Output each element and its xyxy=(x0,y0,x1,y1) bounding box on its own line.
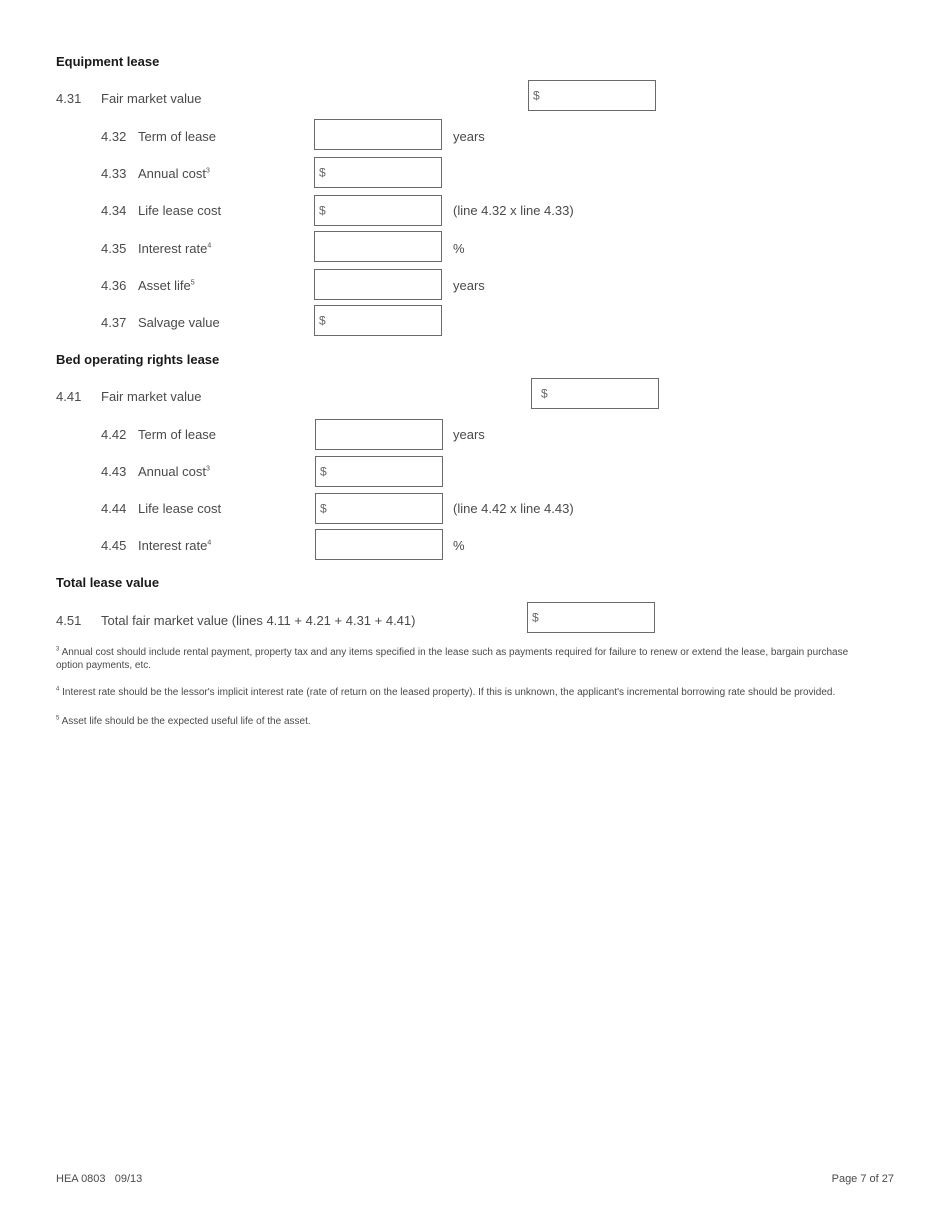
text-input[interactable] xyxy=(320,534,438,555)
section-heading-equipment-lease: Equipment lease xyxy=(56,54,160,69)
footnote-5: $^5$ Asset life should be the expected useful life of the asset. xyxy=(56,715,311,727)
unit-note: years xyxy=(453,427,485,442)
text-input[interactable] xyxy=(329,200,437,221)
asset-life-input-436[interactable] xyxy=(314,269,442,300)
line-label: Life lease cost xyxy=(138,501,222,516)
salvage-value-input-437[interactable] xyxy=(314,305,442,336)
dollar-sign: $ xyxy=(319,312,326,327)
page-number: Page 7 of 27 xyxy=(831,1173,894,1185)
line-label: Asset life$^5$ xyxy=(138,278,195,293)
line-number: 4.36 xyxy=(101,278,127,293)
text-input[interactable] xyxy=(319,236,437,257)
footnote-3: $^3$ Annual cost should include rental payment, property tax and any items specified in the lease such as payments required for failure to renew or extend the lease, bargain purchase option payments, etc. xyxy=(56,646,849,671)
interest-rate-input-435[interactable] xyxy=(314,231,442,262)
line-number: 4.44 xyxy=(101,501,127,516)
unit-note: years xyxy=(453,129,485,144)
line-number: 4.42 xyxy=(101,427,127,442)
text-input[interactable] xyxy=(319,274,437,295)
life-lease-cost-input-434[interactable] xyxy=(314,195,442,226)
line-number: 4.31 xyxy=(56,91,82,106)
footnote-ref: 4 xyxy=(207,242,212,250)
dollar-sign: $ xyxy=(533,87,540,102)
dollar-sign: $ xyxy=(319,202,326,217)
footnote-ref: 3 xyxy=(205,465,210,473)
text-input[interactable] xyxy=(542,607,650,628)
line-label: Annual cost$^3$ xyxy=(138,464,210,479)
line-label: Interest rate$^4$ xyxy=(138,538,212,553)
dollar-sign: $ xyxy=(320,500,327,515)
line-label: Annual cost$^3$ xyxy=(138,166,210,181)
line-label: Fair market value xyxy=(101,389,202,404)
formula-note: (line 4.42 x line 4.43) xyxy=(453,501,574,516)
line-label: Term of lease xyxy=(138,129,217,144)
line-number: 4.35 xyxy=(101,241,127,256)
unit-note: % xyxy=(453,538,465,553)
footnote-marker: 4 xyxy=(56,686,60,693)
formula-note: (line 4.32 x line 4.33) xyxy=(453,203,574,218)
line-number: 4.51 xyxy=(56,613,82,628)
section-heading-total-lease-value: Total lease value xyxy=(56,575,160,590)
line-number: 4.32 xyxy=(101,129,127,144)
fair-market-value-input-441[interactable] xyxy=(531,378,659,409)
footnote-4: $^4$ Interest rate should be the lessor's implicit interest rate (rate of return on the leased property). If this is unknown, the applicant's incremental borrowing rate should be provided. xyxy=(56,686,836,698)
line-label: Salvage value xyxy=(138,315,220,330)
text-input[interactable] xyxy=(319,124,437,145)
text-input[interactable] xyxy=(320,424,438,445)
footnote-marker: 3 xyxy=(56,646,60,653)
annual-cost-input-433[interactable] xyxy=(314,157,442,188)
term-of-lease-input-442[interactable] xyxy=(315,419,443,450)
text-input[interactable] xyxy=(330,498,438,519)
unit-note: % xyxy=(453,241,465,256)
interest-rate-input-445[interactable] xyxy=(315,529,443,560)
line-number: 4.41 xyxy=(56,389,82,404)
dollar-sign: $ xyxy=(319,164,326,179)
fair-market-value-input-431[interactable] xyxy=(528,80,656,111)
text-input[interactable] xyxy=(330,461,438,482)
line-label: Life lease cost xyxy=(138,203,222,218)
line-number: 4.34 xyxy=(101,203,127,218)
line-number: 4.45 xyxy=(101,538,127,553)
text-input[interactable] xyxy=(552,383,654,404)
footnote-ref: 4 xyxy=(207,539,212,547)
total-fair-market-value-input-451[interactable] xyxy=(527,602,655,633)
footnote-marker: 5 xyxy=(56,715,60,722)
text-input[interactable] xyxy=(329,162,437,183)
footnote-ref: 5 xyxy=(190,279,195,287)
footnote-ref: 3 xyxy=(205,167,210,175)
line-label: Fair market value xyxy=(101,91,202,106)
section-heading-bed-operating-rights-lease: Bed operating rights lease xyxy=(56,352,220,367)
text-input[interactable] xyxy=(329,310,437,331)
dollar-sign: $ xyxy=(320,463,327,478)
life-lease-cost-input-444[interactable] xyxy=(315,493,443,524)
annual-cost-input-443[interactable] xyxy=(315,456,443,487)
line-number: 4.33 xyxy=(101,166,127,181)
dollar-sign: $ xyxy=(541,385,548,400)
line-label: Interest rate$^4$ xyxy=(138,241,212,256)
line-label: Total fair market value (lines 4.11 + 4.21 + 4.31 + 4.41) xyxy=(101,613,416,628)
line-number: 4.43 xyxy=(101,464,127,479)
form-id: HEA 0803 09/13 xyxy=(56,1173,143,1185)
text-input[interactable] xyxy=(543,85,651,106)
line-number: 4.37 xyxy=(101,315,127,330)
unit-note: years xyxy=(453,278,485,293)
line-label: Term of lease xyxy=(138,427,217,442)
dollar-sign: $ xyxy=(532,609,539,624)
term-of-lease-input-432[interactable] xyxy=(314,119,442,150)
